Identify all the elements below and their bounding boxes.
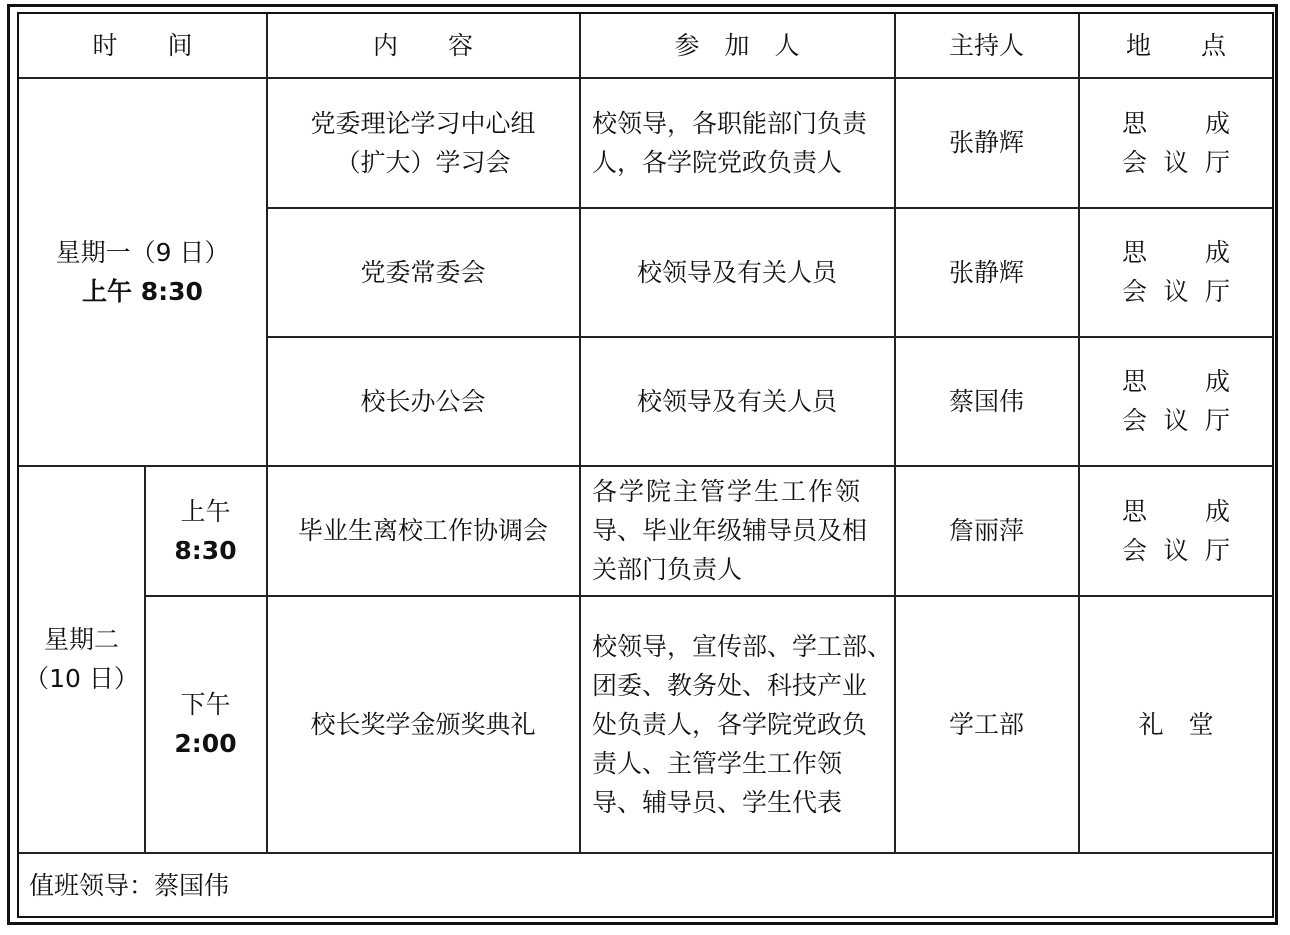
location-block: [1122, 233, 1230, 311]
monday-time-cell: [19, 78, 266, 465]
location-char: 成: [1204, 238, 1230, 267]
header-content: 内 容: [372, 31, 473, 60]
location-block: [1122, 492, 1230, 570]
header-participants: 参 加 人: [674, 31, 800, 60]
row-5-host: 学工部: [948, 709, 1024, 739]
location-char: 思: [1122, 238, 1148, 267]
header-time: 时 间: [92, 31, 193, 60]
row-5-participants-line-4: 责人、主管学生工作领: [592, 748, 843, 778]
location-char: 成: [1204, 367, 1230, 396]
row-1-participants-line-1: 校领导，各职能部门负责: [592, 108, 868, 138]
row-4-participants-line-2: 导、毕业年级辅导员及相: [592, 516, 868, 545]
location-char: 思: [1122, 367, 1148, 396]
location-char: 厅: [1204, 277, 1230, 306]
duty-leader: 值班领导：蔡国伟: [29, 870, 230, 900]
location-char: 厅: [1204, 535, 1230, 565]
row-5-clock: 2:00: [174, 729, 237, 758]
row-4-clock: 8:30: [174, 535, 237, 565]
row-4-participants: [580, 466, 894, 595]
row-1-content: [267, 78, 579, 207]
row-5-participants-line-1: 校领导，宣传部、学工部、: [592, 631, 893, 661]
row-2-content: 党委常委会: [360, 257, 486, 287]
row-1-location: [1079, 78, 1273, 207]
tuesday-date: （10 日）: [24, 664, 139, 693]
location-block: [1122, 104, 1230, 182]
location-char: 议: [1163, 147, 1189, 177]
row-5-participants-line-3: 处负责人，各学院党政负: [592, 709, 868, 739]
row-3-host: 蔡国伟: [948, 386, 1024, 416]
row-3-location: [1079, 337, 1273, 465]
row-4-time: [145, 466, 266, 595]
row-3-participants: 校领导及有关人员: [636, 386, 837, 416]
monday-day: 星期一（9 日）: [55, 237, 230, 267]
location-block: [1122, 362, 1230, 440]
location-char: 议: [1163, 406, 1189, 435]
row-1-content-line-2: （扩大）学习会: [335, 147, 511, 177]
row-2-participants: 校领导及有关人员: [636, 257, 837, 287]
row-5-period: 下午: [180, 690, 231, 719]
row-1-content-line-1: 党委理论学习中心组: [310, 108, 536, 138]
row-4-content: 毕业生离校工作协调会: [297, 516, 548, 545]
row-4-location: [1079, 466, 1273, 595]
location-char: 思: [1122, 496, 1148, 526]
row-3-content: 校长办公会: [360, 386, 486, 416]
header-host: 主持人: [948, 31, 1024, 60]
row-5-location: 礼 堂: [1138, 709, 1214, 739]
tuesday-day-cell: [19, 466, 144, 852]
location-char: 厅: [1204, 147, 1230, 177]
location-char: 成: [1204, 496, 1230, 526]
header-location: 地 点: [1125, 31, 1226, 60]
location-char: 成: [1204, 108, 1230, 138]
row-2-location: [1079, 208, 1273, 336]
location-char: 议: [1163, 535, 1189, 565]
location-char: 会: [1122, 147, 1148, 177]
row-1-participants: [580, 78, 894, 207]
row-4-host: 詹丽萍: [948, 516, 1024, 545]
tuesday-day: 星期二: [43, 625, 119, 654]
location-char: 思: [1122, 108, 1148, 138]
row-5-content: 校长奖学金颁奖典礼: [310, 709, 536, 739]
location-char: 会: [1122, 406, 1148, 435]
location-char: 会: [1122, 535, 1148, 565]
location-char: 会: [1122, 277, 1148, 306]
row-2-host: 张静辉: [948, 257, 1024, 287]
row-5-participants: [580, 596, 894, 852]
row-5-time: [145, 596, 266, 852]
row-4-period: 上午: [180, 496, 231, 526]
location-char: 厅: [1204, 406, 1230, 435]
monday-time: 上午 8:30: [82, 276, 203, 306]
row-1-host: 张静辉: [948, 128, 1024, 157]
row-4-participants-line-1: 各学院主管学生工作领: [592, 477, 863, 506]
row-1-participants-line-2: 人，各学院党政负责人: [592, 147, 843, 177]
row-5-participants-line-5: 导、辅导员、学生代表: [592, 787, 843, 817]
row-4-participants-line-3: 关部门负责人: [592, 555, 743, 584]
row-5-participants-line-2: 团委、教务处、科技产业: [592, 670, 868, 700]
location-char: 议: [1163, 277, 1189, 306]
